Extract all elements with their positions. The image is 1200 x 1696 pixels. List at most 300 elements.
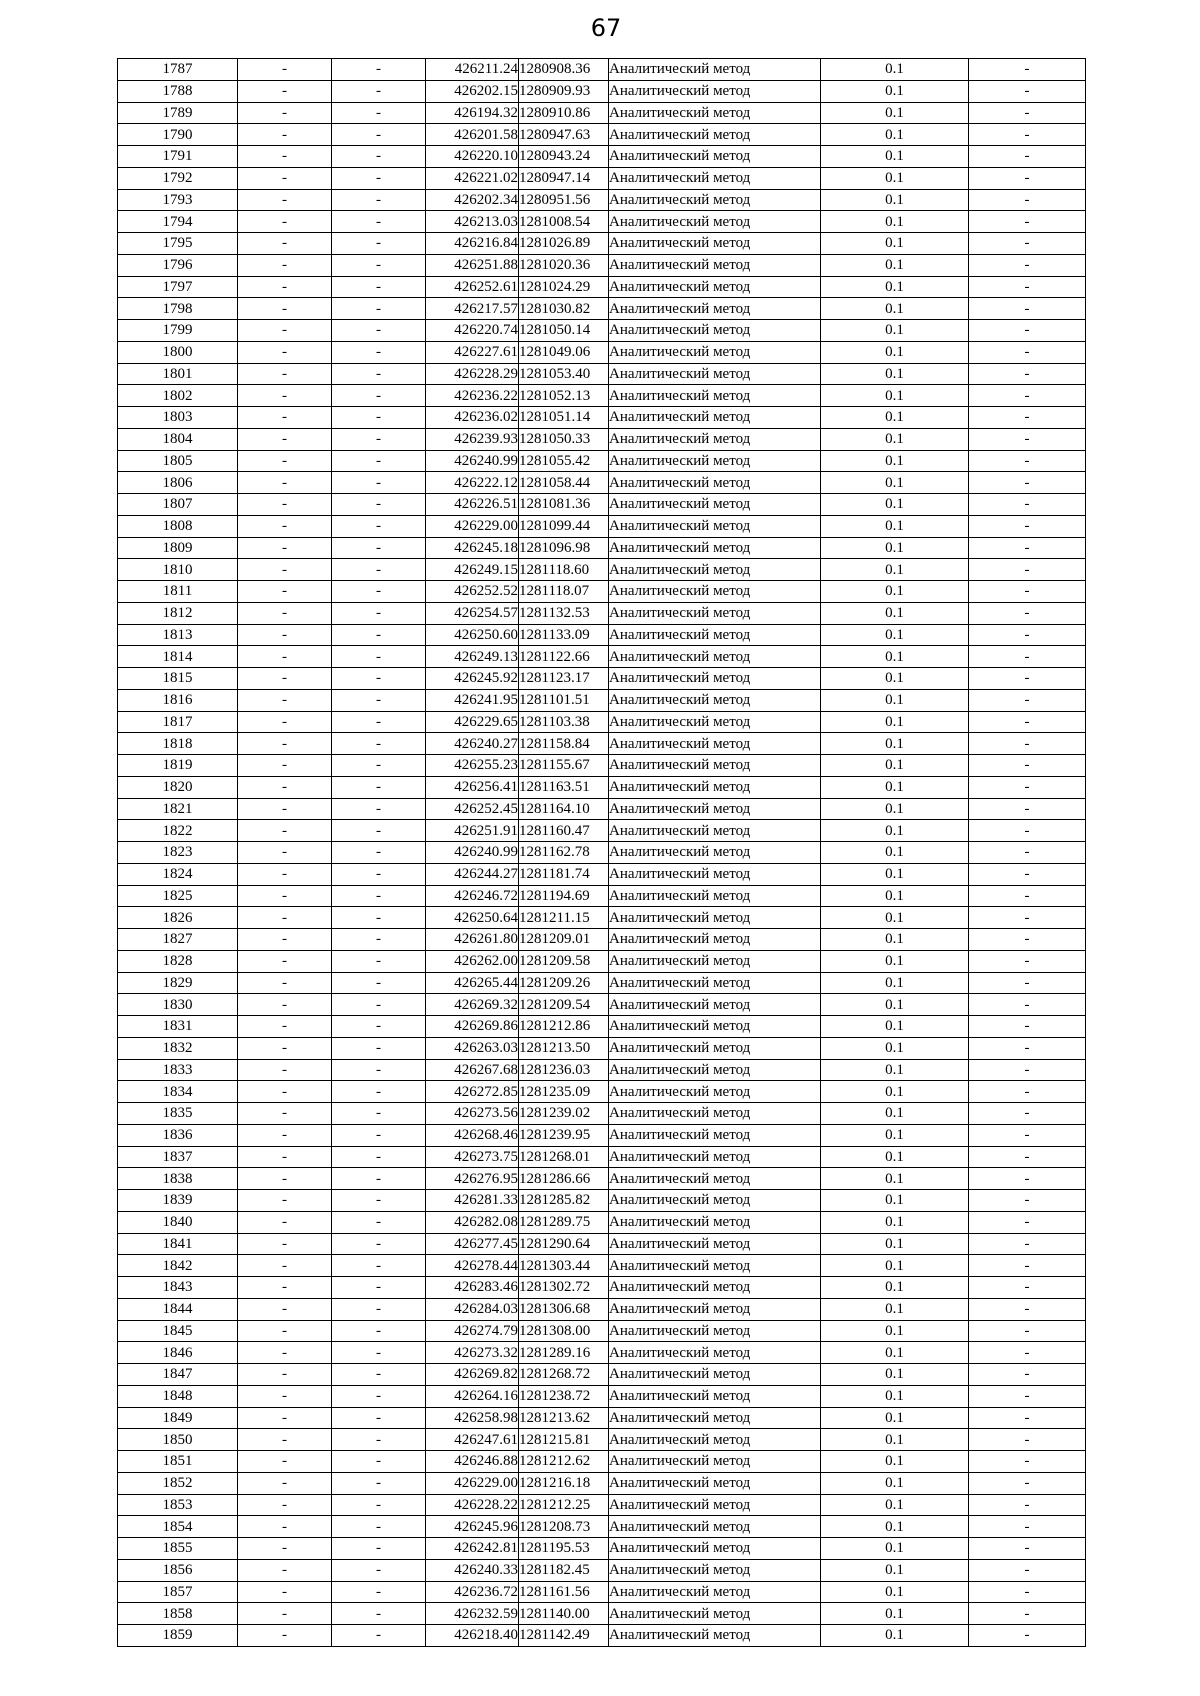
accuracy-cell: 0.1 xyxy=(821,1429,969,1451)
table-row xyxy=(118,1429,1086,1451)
old-y-cell: - xyxy=(332,755,426,777)
accuracy-cell: 0.1 xyxy=(821,1190,969,1212)
method-cell: Аналитический метод xyxy=(609,472,821,494)
description-cell: - xyxy=(969,1233,1086,1255)
old-x-cell: - xyxy=(238,1016,332,1038)
old-y-cell: - xyxy=(332,1168,426,1190)
method-cell: Аналитический метод xyxy=(609,994,821,1016)
table-row xyxy=(118,320,1086,342)
old-y-cell: - xyxy=(332,1494,426,1516)
y-coordinate-cell: 1281286.66 xyxy=(519,1168,609,1190)
x-coordinate-cell: 426228.29 xyxy=(426,363,519,385)
old-y-cell: - xyxy=(332,1211,426,1233)
method-cell: Аналитический метод xyxy=(609,929,821,951)
old-y-cell: - xyxy=(332,1037,426,1059)
x-coordinate-cell: 426220.10 xyxy=(426,146,519,168)
x-coordinate-cell: 426229.00 xyxy=(426,1472,519,1494)
point-number-cell: 1800 xyxy=(118,341,238,363)
description-cell: - xyxy=(969,972,1086,994)
old-x-cell: - xyxy=(238,1494,332,1516)
method-cell: Аналитический метод xyxy=(609,1320,821,1342)
method-cell: Аналитический метод xyxy=(609,1603,821,1625)
old-x-cell: - xyxy=(238,1451,332,1473)
old-x-cell: - xyxy=(238,494,332,516)
old-x-cell: - xyxy=(238,842,332,864)
y-coordinate-cell: 1281216.18 xyxy=(519,1472,609,1494)
point-number-cell: 1817 xyxy=(118,711,238,733)
description-cell: - xyxy=(969,624,1086,646)
method-cell: Аналитический метод xyxy=(609,972,821,994)
x-coordinate-cell: 426218.40 xyxy=(426,1625,519,1647)
description-cell: - xyxy=(969,842,1086,864)
x-coordinate-cell: 426240.33 xyxy=(426,1559,519,1581)
old-x-cell: - xyxy=(238,1320,332,1342)
y-coordinate-cell: 1281238.72 xyxy=(519,1385,609,1407)
description-cell: - xyxy=(969,1059,1086,1081)
point-number-cell: 1850 xyxy=(118,1429,238,1451)
y-coordinate-cell: 1281133.09 xyxy=(519,624,609,646)
accuracy-cell: 0.1 xyxy=(821,428,969,450)
point-number-cell: 1820 xyxy=(118,776,238,798)
old-y-cell: - xyxy=(332,1407,426,1429)
old-y-cell: - xyxy=(332,167,426,189)
table-row xyxy=(118,124,1086,146)
point-number-cell: 1835 xyxy=(118,1103,238,1125)
method-cell: Аналитический метод xyxy=(609,1211,821,1233)
old-x-cell: - xyxy=(238,1059,332,1081)
old-x-cell: - xyxy=(238,1298,332,1320)
y-coordinate-cell: 1281306.68 xyxy=(519,1298,609,1320)
old-x-cell: - xyxy=(238,755,332,777)
point-number-cell: 1847 xyxy=(118,1364,238,1386)
point-number-cell: 1831 xyxy=(118,1016,238,1038)
description-cell: - xyxy=(969,1168,1086,1190)
method-cell: Аналитический метод xyxy=(609,1103,821,1125)
table-row xyxy=(118,363,1086,385)
old-x-cell: - xyxy=(238,276,332,298)
accuracy-cell: 0.1 xyxy=(821,1103,969,1125)
x-coordinate-cell: 426261.80 xyxy=(426,929,519,951)
method-cell: Аналитический метод xyxy=(609,820,821,842)
table-row xyxy=(118,885,1086,907)
description-cell: - xyxy=(969,646,1086,668)
method-cell: Аналитический метод xyxy=(609,1124,821,1146)
description-cell: - xyxy=(969,950,1086,972)
y-coordinate-cell: 1281123.17 xyxy=(519,668,609,690)
point-number-cell: 1853 xyxy=(118,1494,238,1516)
method-cell: Аналитический метод xyxy=(609,124,821,146)
point-number-cell: 1845 xyxy=(118,1320,238,1342)
old-y-cell: - xyxy=(332,776,426,798)
description-cell: - xyxy=(969,559,1086,581)
y-coordinate-cell: 1281055.42 xyxy=(519,450,609,472)
x-coordinate-cell: 426282.08 xyxy=(426,1211,519,1233)
method-cell: Аналитический метод xyxy=(609,1168,821,1190)
old-x-cell: - xyxy=(238,472,332,494)
y-coordinate-cell: 1281008.54 xyxy=(519,211,609,233)
table-row xyxy=(118,1298,1086,1320)
method-cell: Аналитический метод xyxy=(609,1451,821,1473)
x-coordinate-cell: 426222.12 xyxy=(426,472,519,494)
x-coordinate-cell: 426247.61 xyxy=(426,1429,519,1451)
old-x-cell: - xyxy=(238,1103,332,1125)
description-cell: - xyxy=(969,59,1086,81)
point-number-cell: 1795 xyxy=(118,233,238,255)
old-x-cell: - xyxy=(238,1429,332,1451)
old-x-cell: - xyxy=(238,994,332,1016)
y-coordinate-cell: 1281026.89 xyxy=(519,233,609,255)
description-cell: - xyxy=(969,537,1086,559)
point-number-cell: 1843 xyxy=(118,1277,238,1299)
y-coordinate-cell: 1281058.44 xyxy=(519,472,609,494)
accuracy-cell: 0.1 xyxy=(821,581,969,603)
y-coordinate-cell: 1281208.73 xyxy=(519,1516,609,1538)
old-x-cell: - xyxy=(238,1342,332,1364)
point-number-cell: 1857 xyxy=(118,1581,238,1603)
method-cell: Аналитический метод xyxy=(609,1059,821,1081)
y-coordinate-cell: 1281155.67 xyxy=(519,755,609,777)
method-cell: Аналитический метод xyxy=(609,624,821,646)
method-cell: Аналитический метод xyxy=(609,776,821,798)
point-number-cell: 1851 xyxy=(118,1451,238,1473)
old-x-cell: - xyxy=(238,885,332,907)
table-row xyxy=(118,624,1086,646)
point-number-cell: 1854 xyxy=(118,1516,238,1538)
y-coordinate-cell: 1281118.07 xyxy=(519,581,609,603)
old-y-cell: - xyxy=(332,1451,426,1473)
old-y-cell: - xyxy=(332,1581,426,1603)
point-number-cell: 1802 xyxy=(118,385,238,407)
y-coordinate-cell: 1281239.95 xyxy=(519,1124,609,1146)
x-coordinate-cell: 426240.99 xyxy=(426,450,519,472)
accuracy-cell: 0.1 xyxy=(821,1037,969,1059)
accuracy-cell: 0.1 xyxy=(821,689,969,711)
point-number-cell: 1806 xyxy=(118,472,238,494)
x-coordinate-cell: 426242.81 xyxy=(426,1538,519,1560)
accuracy-cell: 0.1 xyxy=(821,755,969,777)
x-coordinate-cell: 426274.79 xyxy=(426,1320,519,1342)
old-x-cell: - xyxy=(238,1037,332,1059)
x-coordinate-cell: 426229.65 xyxy=(426,711,519,733)
accuracy-cell: 0.1 xyxy=(821,537,969,559)
x-coordinate-cell: 426251.91 xyxy=(426,820,519,842)
y-coordinate-cell: 1281235.09 xyxy=(519,1081,609,1103)
old-y-cell: - xyxy=(332,994,426,1016)
point-number-cell: 1849 xyxy=(118,1407,238,1429)
old-x-cell: - xyxy=(238,1603,332,1625)
point-number-cell: 1793 xyxy=(118,189,238,211)
point-number-cell: 1803 xyxy=(118,407,238,429)
old-y-cell: - xyxy=(332,146,426,168)
y-coordinate-cell: 1281118.60 xyxy=(519,559,609,581)
old-x-cell: - xyxy=(238,1277,332,1299)
y-coordinate-cell: 1281209.54 xyxy=(519,994,609,1016)
old-x-cell: - xyxy=(238,1559,332,1581)
description-cell: - xyxy=(969,146,1086,168)
old-x-cell: - xyxy=(238,233,332,255)
accuracy-cell: 0.1 xyxy=(821,233,969,255)
table-row xyxy=(118,907,1086,929)
old-y-cell: - xyxy=(332,1146,426,1168)
x-coordinate-cell: 426283.46 xyxy=(426,1277,519,1299)
point-number-cell: 1807 xyxy=(118,494,238,516)
old-y-cell: - xyxy=(332,1385,426,1407)
old-y-cell: - xyxy=(332,363,426,385)
accuracy-cell: 0.1 xyxy=(821,407,969,429)
table-row xyxy=(118,1407,1086,1429)
description-cell: - xyxy=(969,1342,1086,1364)
x-coordinate-cell: 426268.46 xyxy=(426,1124,519,1146)
old-y-cell: - xyxy=(332,385,426,407)
method-cell: Аналитический метод xyxy=(609,1385,821,1407)
x-coordinate-cell: 426227.61 xyxy=(426,341,519,363)
x-coordinate-cell: 426240.99 xyxy=(426,842,519,864)
old-y-cell: - xyxy=(332,1255,426,1277)
y-coordinate-cell: 1281096.98 xyxy=(519,537,609,559)
point-number-cell: 1827 xyxy=(118,929,238,951)
point-number-cell: 1855 xyxy=(118,1538,238,1560)
y-coordinate-cell: 1281049.06 xyxy=(519,341,609,363)
y-coordinate-cell: 1281103.38 xyxy=(519,711,609,733)
description-cell: - xyxy=(969,1581,1086,1603)
old-x-cell: - xyxy=(238,1168,332,1190)
accuracy-cell: 0.1 xyxy=(821,711,969,733)
point-number-cell: 1798 xyxy=(118,298,238,320)
old-y-cell: - xyxy=(332,494,426,516)
point-number-cell: 1823 xyxy=(118,842,238,864)
accuracy-cell: 0.1 xyxy=(821,254,969,276)
x-coordinate-cell: 426216.84 xyxy=(426,233,519,255)
old-y-cell: - xyxy=(332,428,426,450)
old-y-cell: - xyxy=(332,689,426,711)
description-cell: - xyxy=(969,233,1086,255)
y-coordinate-cell: 1281024.29 xyxy=(519,276,609,298)
x-coordinate-cell: 426265.44 xyxy=(426,972,519,994)
accuracy-cell: 0.1 xyxy=(821,102,969,124)
old-y-cell: - xyxy=(332,1298,426,1320)
old-y-cell: - xyxy=(332,1103,426,1125)
table-row xyxy=(118,1211,1086,1233)
accuracy-cell: 0.1 xyxy=(821,363,969,385)
old-y-cell: - xyxy=(332,59,426,81)
method-cell: Аналитический метод xyxy=(609,80,821,102)
description-cell: - xyxy=(969,320,1086,342)
accuracy-cell: 0.1 xyxy=(821,450,969,472)
description-cell: - xyxy=(969,80,1086,102)
accuracy-cell: 0.1 xyxy=(821,385,969,407)
old-y-cell: - xyxy=(332,646,426,668)
table-row xyxy=(118,189,1086,211)
method-cell: Аналитический метод xyxy=(609,1559,821,1581)
y-coordinate-cell: 1281140.00 xyxy=(519,1603,609,1625)
old-y-cell: - xyxy=(332,1342,426,1364)
x-coordinate-cell: 426240.27 xyxy=(426,733,519,755)
old-y-cell: - xyxy=(332,1516,426,1538)
point-number-cell: 1837 xyxy=(118,1146,238,1168)
table-row xyxy=(118,1103,1086,1125)
point-number-cell: 1812 xyxy=(118,602,238,624)
point-number-cell: 1839 xyxy=(118,1190,238,1212)
table-row xyxy=(118,276,1086,298)
accuracy-cell: 0.1 xyxy=(821,1059,969,1081)
old-x-cell: - xyxy=(238,711,332,733)
method-cell: Аналитический метод xyxy=(609,581,821,603)
accuracy-cell: 0.1 xyxy=(821,59,969,81)
accuracy-cell: 0.1 xyxy=(821,776,969,798)
point-number-cell: 1799 xyxy=(118,320,238,342)
old-x-cell: - xyxy=(238,59,332,81)
x-coordinate-cell: 426241.95 xyxy=(426,689,519,711)
accuracy-cell: 0.1 xyxy=(821,1255,969,1277)
description-cell: - xyxy=(969,798,1086,820)
description-cell: - xyxy=(969,298,1086,320)
description-cell: - xyxy=(969,1494,1086,1516)
accuracy-cell: 0.1 xyxy=(821,950,969,972)
description-cell: - xyxy=(969,776,1086,798)
old-y-cell: - xyxy=(332,1472,426,1494)
description-cell: - xyxy=(969,1603,1086,1625)
method-cell: Аналитический метод xyxy=(609,1516,821,1538)
old-y-cell: - xyxy=(332,124,426,146)
method-cell: Аналитический метод xyxy=(609,254,821,276)
accuracy-cell: 0.1 xyxy=(821,80,969,102)
description-cell: - xyxy=(969,885,1086,907)
x-coordinate-cell: 426273.56 xyxy=(426,1103,519,1125)
description-cell: - xyxy=(969,1037,1086,1059)
y-coordinate-cell: 1281142.49 xyxy=(519,1625,609,1647)
old-y-cell: - xyxy=(332,254,426,276)
point-number-cell: 1801 xyxy=(118,363,238,385)
table-row xyxy=(118,59,1086,81)
description-cell: - xyxy=(969,863,1086,885)
description-cell: - xyxy=(969,1385,1086,1407)
description-cell: - xyxy=(969,820,1086,842)
x-coordinate-cell: 426226.51 xyxy=(426,494,519,516)
old-x-cell: - xyxy=(238,124,332,146)
accuracy-cell: 0.1 xyxy=(821,124,969,146)
point-number-cell: 1809 xyxy=(118,537,238,559)
old-x-cell: - xyxy=(238,1255,332,1277)
description-cell: - xyxy=(969,907,1086,929)
method-cell: Аналитический метод xyxy=(609,668,821,690)
description-cell: - xyxy=(969,385,1086,407)
description-cell: - xyxy=(969,341,1086,363)
x-coordinate-cell: 426229.00 xyxy=(426,515,519,537)
x-coordinate-cell: 426251.88 xyxy=(426,254,519,276)
accuracy-cell: 0.1 xyxy=(821,1472,969,1494)
point-number-cell: 1828 xyxy=(118,950,238,972)
method-cell: Аналитический метод xyxy=(609,211,821,233)
y-coordinate-cell: 1281239.02 xyxy=(519,1103,609,1125)
accuracy-cell: 0.1 xyxy=(821,863,969,885)
method-cell: Аналитический метод xyxy=(609,1255,821,1277)
old-y-cell: - xyxy=(332,559,426,581)
description-cell: - xyxy=(969,1516,1086,1538)
description-cell: - xyxy=(969,733,1086,755)
accuracy-cell: 0.1 xyxy=(821,1451,969,1473)
old-x-cell: - xyxy=(238,515,332,537)
old-y-cell: - xyxy=(332,189,426,211)
y-coordinate-cell: 1281081.36 xyxy=(519,494,609,516)
old-y-cell: - xyxy=(332,298,426,320)
method-cell: Аналитический метод xyxy=(609,189,821,211)
point-number-cell: 1859 xyxy=(118,1625,238,1647)
old-x-cell: - xyxy=(238,1146,332,1168)
point-number-cell: 1815 xyxy=(118,668,238,690)
point-number-cell: 1856 xyxy=(118,1559,238,1581)
method-cell: Аналитический метод xyxy=(609,298,821,320)
y-coordinate-cell: 1281195.53 xyxy=(519,1538,609,1560)
method-cell: Аналитический метод xyxy=(609,1190,821,1212)
description-cell: - xyxy=(969,515,1086,537)
old-y-cell: - xyxy=(332,929,426,951)
old-x-cell: - xyxy=(238,80,332,102)
accuracy-cell: 0.1 xyxy=(821,1603,969,1625)
method-cell: Аналитический метод xyxy=(609,1146,821,1168)
old-y-cell: - xyxy=(332,80,426,102)
description-cell: - xyxy=(969,1429,1086,1451)
old-y-cell: - xyxy=(332,1429,426,1451)
accuracy-cell: 0.1 xyxy=(821,668,969,690)
accuracy-cell: 0.1 xyxy=(821,1320,969,1342)
accuracy-cell: 0.1 xyxy=(821,929,969,951)
table-row xyxy=(118,711,1086,733)
old-x-cell: - xyxy=(238,428,332,450)
x-coordinate-cell: 426217.57 xyxy=(426,298,519,320)
old-x-cell: - xyxy=(238,689,332,711)
point-number-cell: 1787 xyxy=(118,59,238,81)
old-x-cell: - xyxy=(238,1516,332,1538)
x-coordinate-cell: 426256.41 xyxy=(426,776,519,798)
old-y-cell: - xyxy=(332,1538,426,1560)
x-coordinate-cell: 426273.32 xyxy=(426,1342,519,1364)
accuracy-cell: 0.1 xyxy=(821,972,969,994)
method-cell: Аналитический метод xyxy=(609,1277,821,1299)
table-row xyxy=(118,820,1086,842)
point-number-cell: 1829 xyxy=(118,972,238,994)
y-coordinate-cell: 1281308.00 xyxy=(519,1320,609,1342)
table-row xyxy=(118,1603,1086,1625)
old-x-cell: - xyxy=(238,602,332,624)
table-row xyxy=(118,668,1086,690)
x-coordinate-cell: 426277.45 xyxy=(426,1233,519,1255)
y-coordinate-cell: 1281122.66 xyxy=(519,646,609,668)
x-coordinate-cell: 426252.61 xyxy=(426,276,519,298)
table-row xyxy=(118,450,1086,472)
accuracy-cell: 0.1 xyxy=(821,842,969,864)
accuracy-cell: 0.1 xyxy=(821,1559,969,1581)
y-coordinate-cell: 1281160.47 xyxy=(519,820,609,842)
point-number-cell: 1846 xyxy=(118,1342,238,1364)
description-cell: - xyxy=(969,689,1086,711)
method-cell: Аналитический метод xyxy=(609,1494,821,1516)
point-number-cell: 1844 xyxy=(118,1298,238,1320)
accuracy-cell: 0.1 xyxy=(821,885,969,907)
y-coordinate-cell: 1280951.56 xyxy=(519,189,609,211)
x-coordinate-cell: 426245.96 xyxy=(426,1516,519,1538)
old-x-cell: - xyxy=(238,1581,332,1603)
accuracy-cell: 0.1 xyxy=(821,1538,969,1560)
y-coordinate-cell: 1281289.75 xyxy=(519,1211,609,1233)
accuracy-cell: 0.1 xyxy=(821,907,969,929)
y-coordinate-cell: 1280947.63 xyxy=(519,124,609,146)
point-number-cell: 1810 xyxy=(118,559,238,581)
y-coordinate-cell: 1281209.01 xyxy=(519,929,609,951)
old-x-cell: - xyxy=(238,646,332,668)
method-cell: Аналитический метод xyxy=(609,1364,821,1386)
accuracy-cell: 0.1 xyxy=(821,624,969,646)
table-row xyxy=(118,755,1086,777)
